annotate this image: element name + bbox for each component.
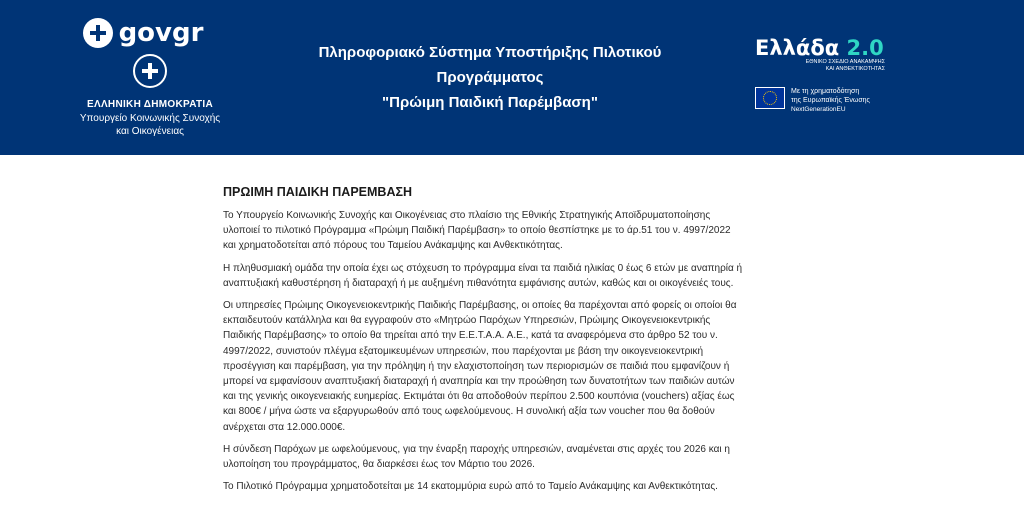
ellada-word: Ελλάδα <box>755 36 840 60</box>
target-group-paragraph: Η πληθυσμιακή ομάδα την οποία έχει ως στόχευση το πρόγραμμα είναι τα παιδιά ηλικίας 0 έως 6 ετών με αναπηρία ή αναπτυξιακή καθυστέρηση ή διαταραχή ή με αυξημένη πιθανότητα εμφάνισης αυτών, καθώς και οι οικογένειές τους. <box>223 262 743 289</box>
recovery-plan-subtitle <box>755 59 885 73</box>
recovery-plan-line-2: ΚΑΙ ΑΝΘΕΚΤΙΚΟΤΗΤΑΣ <box>825 66 885 72</box>
funding-paragraph: Το Πιλοτικό Πρόγραμμα χρηματοδοτείται με 14 εκατομμύρια ευρώ από το Ταμείο Ανάκαμψης και Ανθεκτικότητας. <box>223 481 718 493</box>
title-line-2: Προγράμματος <box>436 69 544 86</box>
brand-gov: gov <box>118 18 172 48</box>
next-generation-eu: NextGenerationEU <box>791 106 846 113</box>
site-header <box>0 0 1024 155</box>
main-content <box>223 185 743 501</box>
ministry-label <box>70 112 230 138</box>
intro-paragraph: Το Υπουργείο Κοινωνικής Συνοχής και Οικογένειας στο πλαίσιο της Εθνικής Στρατηγικής Αποϊδρυματοποίησης υλοποιεί το πιλοτικό Πρόγραμμα «Πρώιμη Παιδική Παρέμβαση» το οποίο θεσπίστηκε με το άρ.51 του ν. 4997/2022 και χρηματοδοτείται από πόρους του Ταμείου Ανάκαμψης και Ανθεκτικότητας. <box>223 210 731 252</box>
system-title <box>270 40 710 115</box>
recovery-fund-branding <box>755 36 905 114</box>
page-heading: ΠΡΩΙΜΗ ΠΑΙΔΙΚΗ ΠΑΡΕΜΒΑΣΗ <box>223 185 413 199</box>
ministry-line-2: και Οικογένειας <box>116 126 184 137</box>
title-line-3: "Πρώιμη Παιδική Παρέμβαση" <box>382 94 598 111</box>
ministry-line-1: Υπουργείο Κοινωνικής Συνοχής <box>79 113 221 124</box>
eu-funding-badge <box>755 87 905 114</box>
recovery-plan-line-1: ΕΘΝΙΚΟ ΣΧΕΔΙΟ ΑΝΑΚΑΜΨΗΣ <box>805 59 885 65</box>
greece-2-0-logo <box>755 36 905 60</box>
eu-line-1: Με τη χρηματοδότηση <box>791 88 860 95</box>
timeline-paragraph: Η σύνδεση Παρόχων με ωφελούμενους, για την έναρξη παροχής υπηρεσιών, αναμένεται στις αρχές του 2026 και η υλοποίηση του προγράμματος, θα διαρκέσει έως τον Μάρτιο του 2026. <box>223 443 730 471</box>
services-paragraph: Οι υπηρεσίες Πρώιμης Οικογενειοκεντρικής Παιδικής Παρέμβασης, οι οποίες θα παρέχονται από φορείς οι οποίοι θα εκπαιδευτούν κατάλληλα και θα εγγραφούν στο «Μητρώο Παρόχων Υπηρεσιών, Πρώιμης Οικογενειοκεντρικής Παιδικής Παρέμβασης» το οποίο θα τηρείται από την Ε.Ε.Τ.Α.Α. Α.Ε., κατά τα αναφερόμενα στο άρθρο 52 του ν. 4997/2022, συνιστούν πλέγμα εξατομικευμένων υπηρεσιών, που παρέχονται με βάση την οικογενειοκεντρική προσέγγιση και παρέμβαση, για την πρόληψη ή την ελαχιστοποίηση των περιορισμών σε παιδιά που εμφανίζουν ή μπορεί να εμφανίσουν αναπτυξιακή διαταραχή ή αναπηρία και την προώθηση των δυνατοτήτων των παιδιών αυτών και της γενικής οικογενειακής ευημερίας. Εκτιμάται ότι θα αποδοθούν περίπου 2.500 κουπόνια (vouchers) αξίας έως και 800€ / μήνα ώστε να εξαργυρωθούν από τους ωφελούμενους. Η συνολική αξία των voucher που θα δοθούν ανέρχεται στα 12.000.000€. <box>223 300 737 433</box>
eu-line-2: της Ευρωπαϊκής Ένωσης <box>791 97 870 104</box>
eu-flag-icon <box>755 87 785 109</box>
title-line-1: Πληροφοριακό Σύστημα Υποστήριξης Πιλοτικού <box>318 44 662 61</box>
eu-funding-text <box>791 87 870 114</box>
greek-emblem-icon <box>83 18 113 48</box>
brand-gr: gr <box>171 18 204 48</box>
govgr-logo-link[interactable] <box>56 18 230 48</box>
ellada-number: 2.0 <box>846 36 884 60</box>
hellenic-republic-label: ΕΛΛΗΝΙΚΗ ΔΗΜΟΚΡΑΤΙΑ <box>87 99 213 110</box>
govgr-branding <box>70 18 230 138</box>
govgr-logo-text <box>119 18 204 48</box>
coat-of-arms-icon <box>133 54 167 88</box>
